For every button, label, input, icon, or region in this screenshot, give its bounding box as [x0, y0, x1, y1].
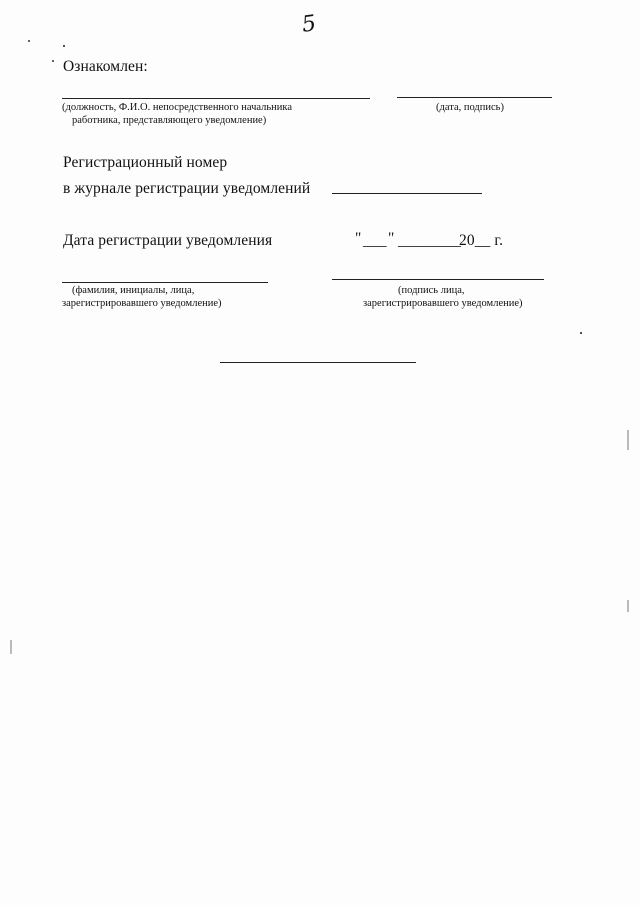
date-open-quote: " — [355, 230, 362, 247]
registration-number-label-line2: в журнале регистрации уведомлений — [63, 180, 311, 197]
registration-number-label-line1: Регистрационный номер — [63, 154, 228, 171]
registration-date-label: Дата регистрации уведомления — [63, 232, 273, 249]
date-caption: (дата, подпись) — [436, 102, 504, 113]
position-caption-line2: работника, представляющего уведомление) — [72, 115, 267, 126]
position-signature-line — [62, 98, 370, 99]
scan-speck — [28, 40, 30, 42]
registrar-signature-caption-line2: зарегистрировавшего уведомление) — [363, 298, 523, 309]
registrar-name-caption-line2: зарегистрировавшего уведомление) — [62, 298, 222, 309]
registration-number-line — [332, 193, 482, 194]
registrar-name-line — [62, 282, 268, 283]
acknowledged-label: Ознакомлен: — [63, 58, 148, 75]
scan-edge-mark — [10, 640, 12, 654]
date-signature-line — [397, 97, 552, 98]
date-close-quote: " — [388, 230, 395, 247]
scan-speck — [580, 332, 582, 334]
closing-divider — [220, 362, 416, 363]
position-caption-line1: (должность, Ф.И.О. непосредственного начальника — [62, 102, 292, 113]
date-year: 20__ г. — [459, 232, 504, 249]
scan-edge-mark — [627, 430, 629, 450]
scan-edge-mark — [627, 600, 629, 612]
scan-speck — [63, 45, 65, 47]
scan-speck — [52, 60, 54, 62]
date-day-blank: ___ — [363, 232, 387, 249]
registrar-signature-caption-line1: (подпись лица, — [398, 285, 465, 296]
page-number: 5 — [300, 11, 318, 38]
registrar-name-caption-line1: (фамилия, инициалы, лица, — [72, 285, 195, 296]
date-month-blank: ________ — [398, 232, 461, 249]
registrar-signature-line — [332, 279, 544, 280]
